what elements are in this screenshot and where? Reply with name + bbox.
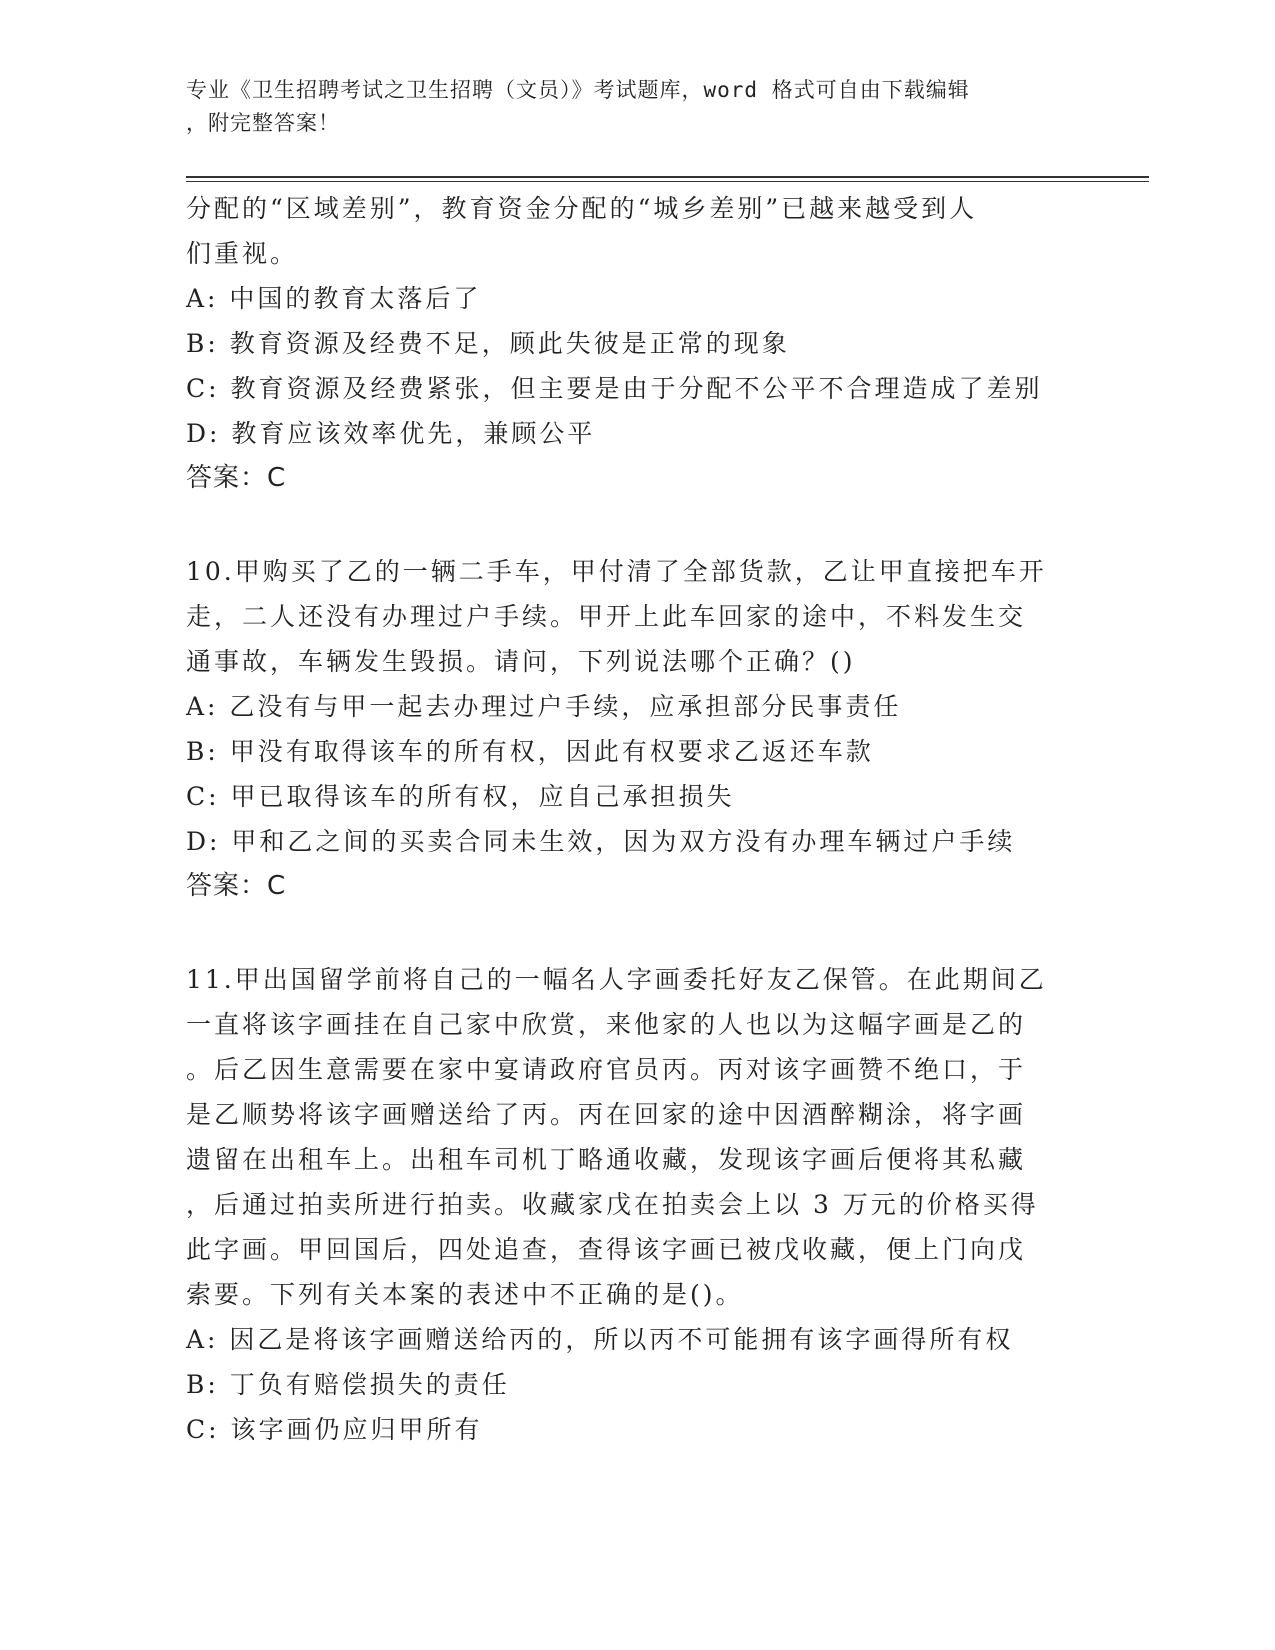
question-stem-line: 一直将该字画挂在自己家中欣赏，来他家的人也以为这幅字画是乙的 [186, 1010, 1027, 1039]
option-c: C: 甲已取得该车的所有权，应自己承担损失 [186, 782, 735, 811]
option-b: B: 丁负有赔偿损失的责任 [186, 1370, 510, 1399]
question-stem-line: 通事故，车辆发生毁损。请问，下列说法哪个正确？() [186, 647, 856, 676]
option-a: A: 因乙是将该字画赠送给丙的，所以丙不可能拥有该字画得所有权 [186, 1325, 1014, 1354]
option-b: B: 教育资源及经费不足，顾此失彼是正常的现象 [186, 329, 790, 358]
question-stem-line: 10.甲购买了乙的一辆二手车，甲付清了全部货款，乙让甲直接把车开 [186, 557, 1047, 586]
header-divider-top [186, 176, 1149, 178]
answer-label: 答案：C [186, 871, 287, 901]
question-stem-line: 11.甲出国留学前将自己的一幅名人字画委托好友乙保管。在此期间乙 [186, 965, 1047, 994]
header-line-2: ，附完整答案！ [186, 111, 340, 135]
question-stem-line: 索要。下列有关本案的表述中不正确的是()。 [186, 1280, 744, 1309]
question-stem-line: 们重视。 [186, 239, 299, 268]
question-stem-line: ，后通过拍卖所进行拍卖。收藏家戊在拍卖会上以 3 万元的价格买得 [186, 1190, 1039, 1219]
option-d: D: 甲和乙之间的买卖合同未生效，因为双方没有办理车辆过户手续 [186, 827, 1016, 856]
option-a: A: 乙没有与甲一起去办理过户手续，应承担部分民事责任 [186, 692, 902, 721]
option-c: C: 该字画仍应归甲所有 [186, 1415, 483, 1444]
question-11 [186, 957, 1086, 1452]
question-stem-line: 。后乙因生意需要在家中宴请政府官员丙。丙对该字画赞不绝口，于 [186, 1055, 1027, 1084]
question-stem-line: 是乙顺势将该字画赠送给了丙。丙在回家的途中因酒醉糊涂，将字画 [186, 1100, 1027, 1129]
question-stem-line: 此字画。甲回国后，四处追查，查得该字画已被戊收藏，便上门向戊 [186, 1235, 1027, 1264]
spacer [186, 501, 1086, 549]
option-d: D: 教育应该效率优先，兼顾公平 [186, 419, 596, 448]
header-line-1: 专业《卫生招聘考试之卫生招聘（文员）》考试题库，word 格式可自由下载编辑 [186, 78, 970, 102]
header-divider-bottom [186, 181, 1149, 182]
option-b: B: 甲没有取得该车的所有权，因此有权要求乙返还车款 [186, 737, 874, 766]
question-10 [186, 549, 1086, 909]
question-stem-line: 分配的“区域差别”，教育资金分配的“城乡差别”已越来越受到人 [186, 194, 978, 223]
question-stem-line: 遗留在出租车上。出租车司机丁略通收藏，发现该字画后便将其私藏 [186, 1145, 1027, 1174]
answer-label: 答案：C [186, 463, 287, 493]
option-c: C: 教育资源及经费紧张，但主要是由于分配不公平不合理造成了差别 [186, 374, 1043, 403]
page-header [186, 74, 1066, 140]
question-stem-line: 走，二人还没有办理过户手续。甲开上此车回家的途中，不料发生交 [186, 602, 1027, 631]
spacer [186, 909, 1086, 957]
question-content [186, 186, 1086, 1452]
question-9 [186, 186, 1086, 501]
option-a: A: 中国的教育太落后了 [186, 284, 482, 313]
